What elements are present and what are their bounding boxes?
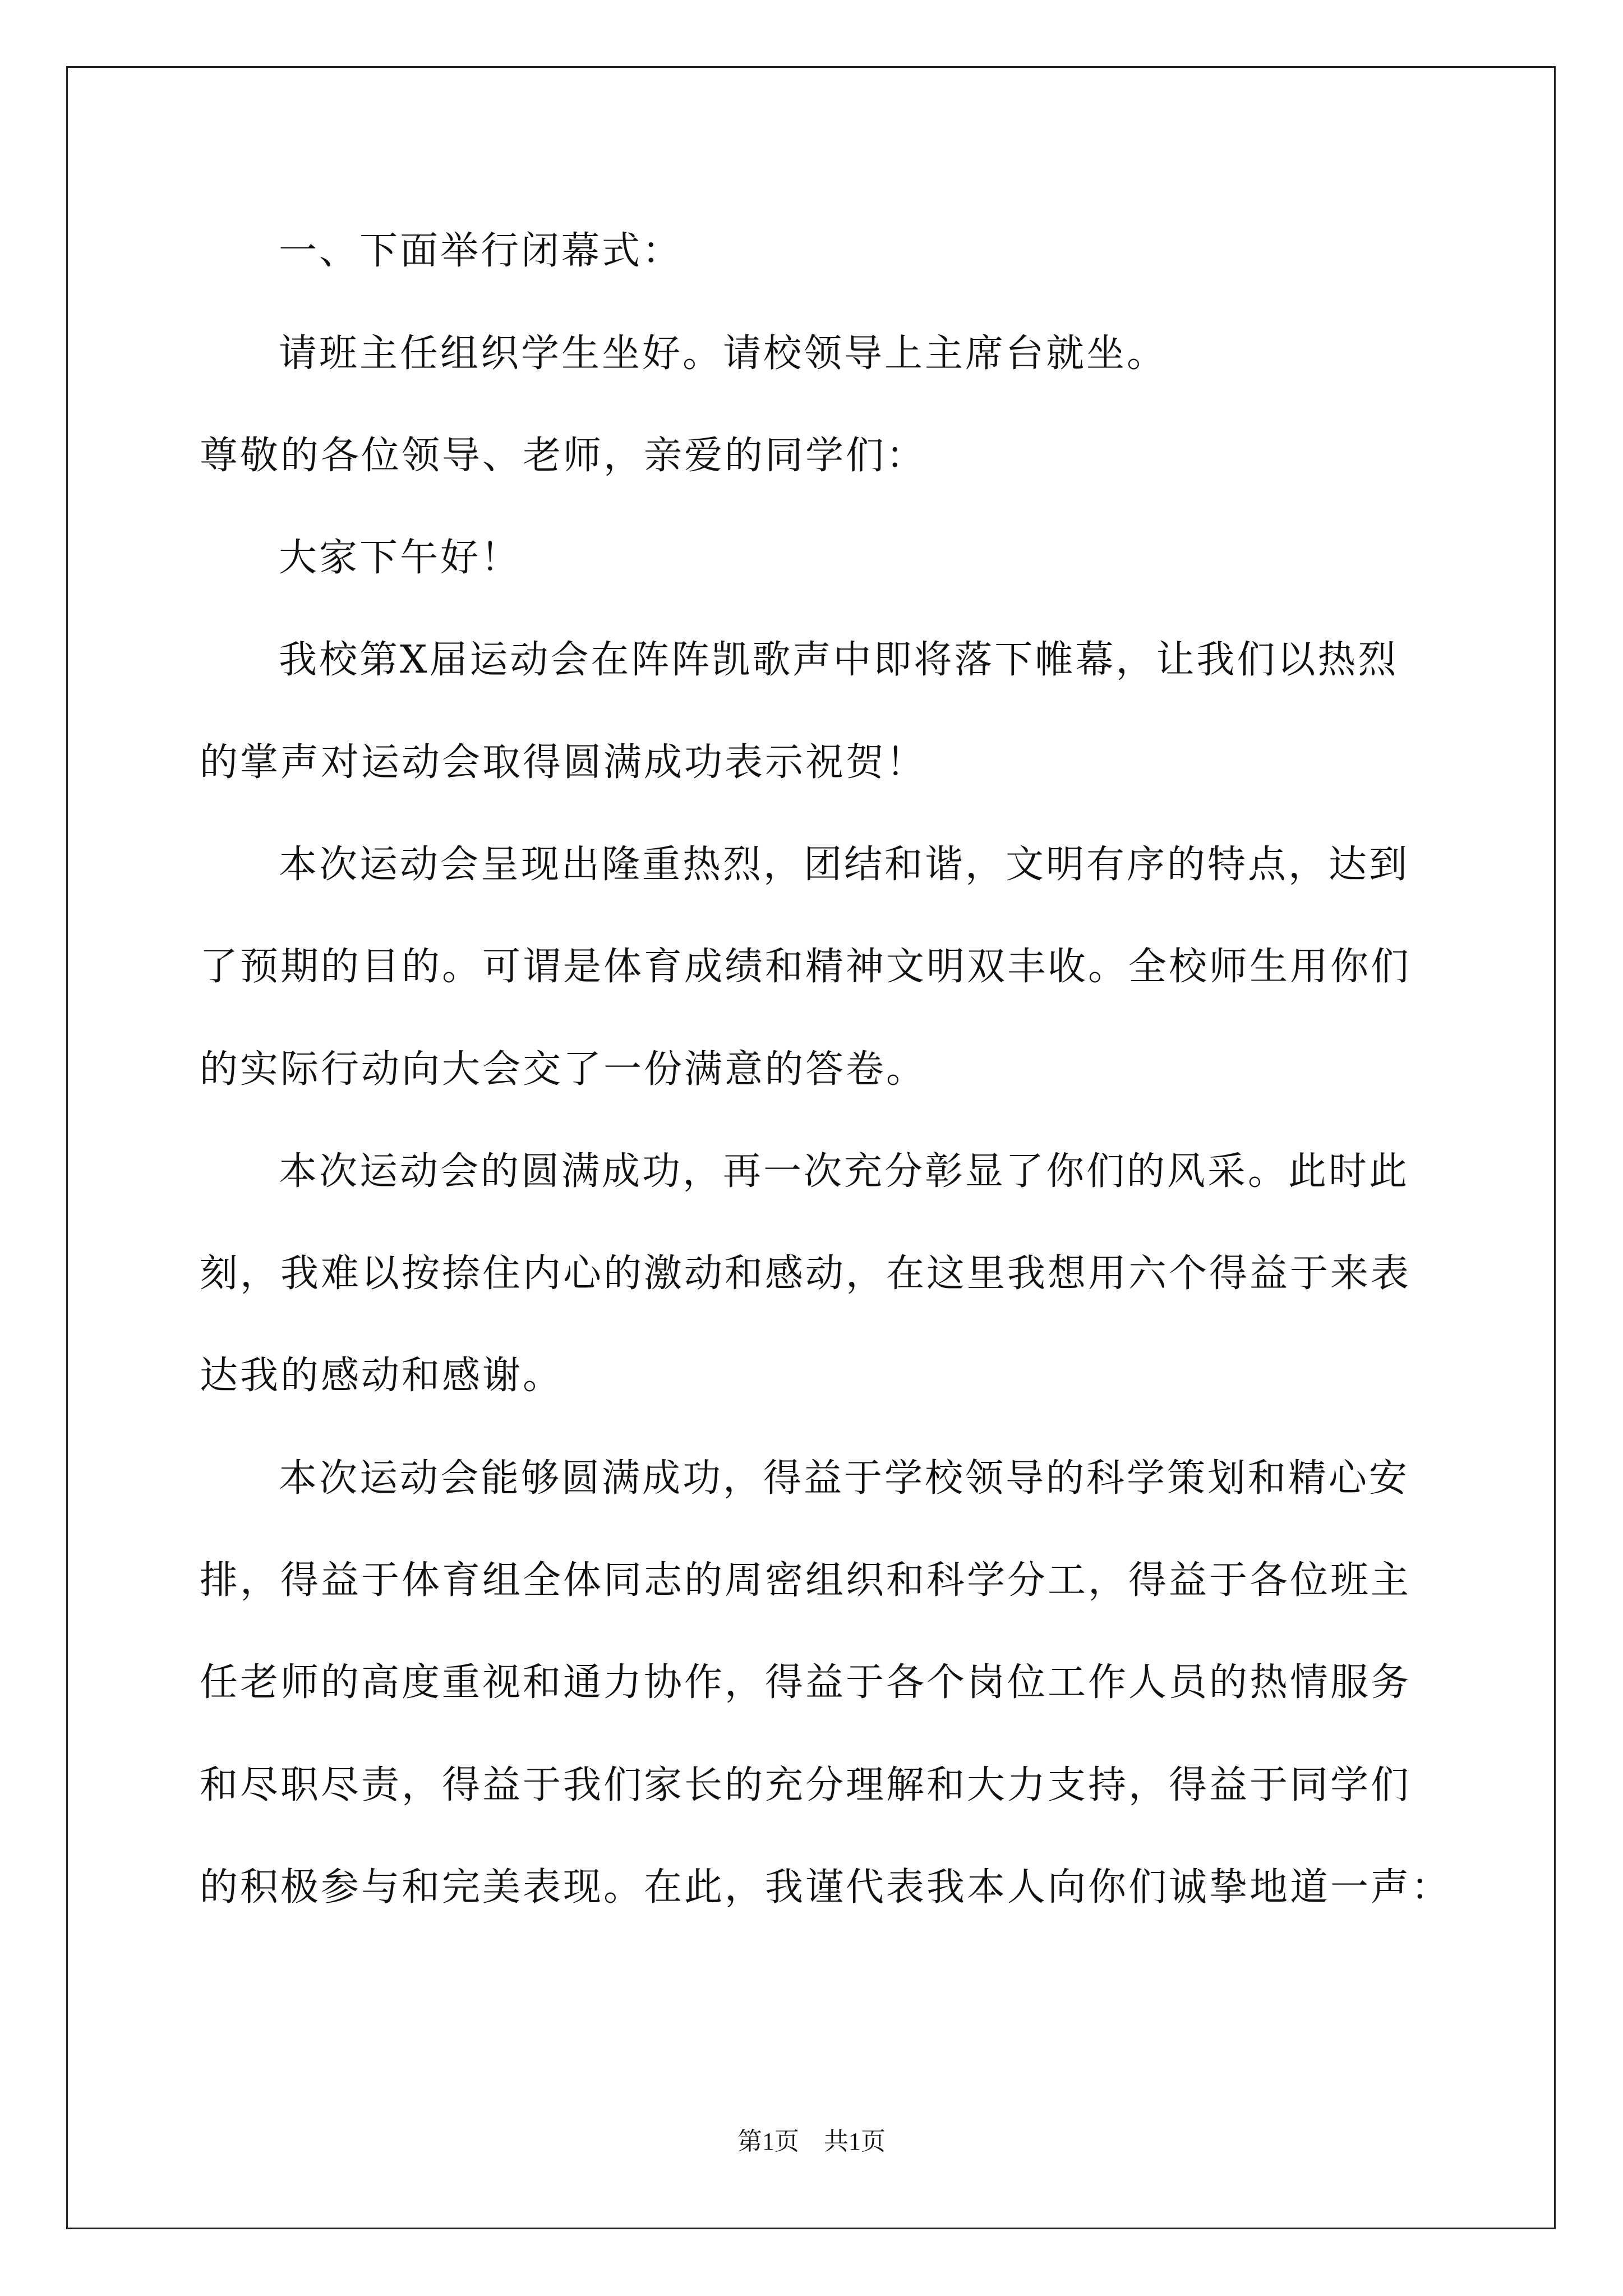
paragraph-line: 刻，我难以按捺住内心的激动和感动，在这里我想用六个得益于来表 [200,1251,1412,1296]
paragraph-line: 任老师的高度重视和通力协作，得益于各个岗位工作人员的热情服务 [200,1660,1412,1705]
paragraph-line: 了预期的目的。可谓是体育成绩和精神文明双丰收。全校师生用你们 [200,945,1412,989]
paragraph-line: 本次运动会能够圆满成功，得益于学校领导的科学策划和精心安 [279,1456,1410,1501]
greeting: 大家下午好！ [279,536,522,580]
paragraph-line: 和尽职尽责，得益于我们家长的充分理解和大力支持，得益于同学们 [200,1763,1412,1807]
paragraph-line: 我校第X届运动会在阵阵凯歌声中即将落下帷幕，让我们以热烈 [279,638,1399,682]
paragraph-line: 的掌声对运动会取得圆满成功表示祝贺！ [200,740,927,785]
paragraph-line: 达我的感动和感谢。 [200,1354,564,1398]
paragraph-line: 请班主任组织学生坐好。请校领导上主席台就坐。 [279,332,1168,376]
paragraph-line: 的积极参与和完美表现。在此，我谨代表我本人向你们诚挚地道一声： [200,1865,1452,1910]
page-number-footer: 第1页 共1页 [737,2128,886,2155]
heading-closing-ceremony: 一、下面举行闭幕式： [279,229,683,273]
paragraph-line: 的实际行动向大会交了一份满意的答卷。 [200,1047,927,1092]
salutation: 尊敬的各位领导、老师，亲爱的同学们： [200,434,927,478]
paragraph-line: 本次运动会的圆满成功，再一次充分彰显了你们的风采。此时此 [279,1149,1410,1194]
paragraph-line: 本次运动会呈现出隆重热烈，团结和谐，文明有序的特点，达到 [279,843,1410,887]
paragraph-line: 排，得益于体育组全体同志的周密组织和科学分工，得益于各位班主 [200,1558,1412,1603]
